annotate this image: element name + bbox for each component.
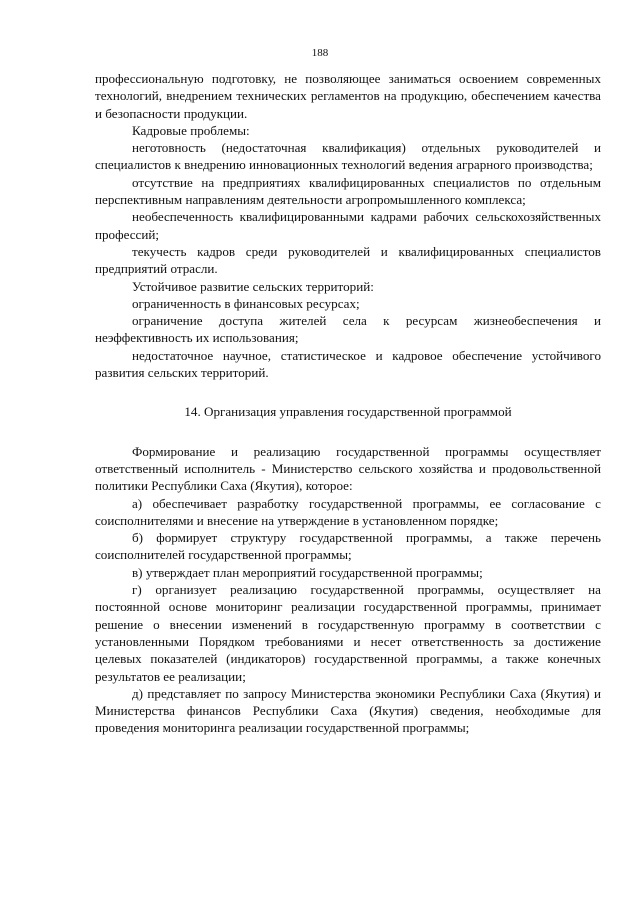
paragraph: Устойчивое развитие сельских территорий: — [132, 278, 374, 294]
paragraph: профессиональную подготовку, не позволяющее заниматься освоением современных технологий, внедрением технических регламентов на продукцию, обеспечением качества и безопасности продукции. — [95, 71, 601, 121]
section-heading: 14. Организация управления государственной программой — [184, 404, 512, 420]
paragraph: недостаточное научное, статистическое и кадровое обеспечение устойчивого развития сельских территорий. — [95, 347, 601, 381]
list-item: г) организует реализацию государственной программы, осуществляет на постоянной основе мониторинг реализации государственной программы, принимает решение о внесении изменений в государственную программу в соответствии с установленными Порядком требованиями и несет ответственность за достижение целевых показателей (индикаторов) государственной программы, а также конечных результатов ее реализации; — [95, 582, 601, 684]
paragraph: Формирование и реализацию государственной программы осуществляет ответственный исполнитель - Министерство сельского хозяйства и продовольственной политики Республики Саха (Якутия), которое: — [95, 443, 601, 494]
paragraph: ограниченность в финансовых ресурсах; — [132, 295, 360, 311]
paragraph: текучесть кадров среди руководителей и квалифицированных специалистов предприятий отрасли. — [95, 243, 601, 277]
list-item: б) формирует структуру государственной программы, а также перечень соисполнителей государственной программы; — [95, 530, 601, 563]
list-item: в) утверждает план мероприятий государственной программы; — [132, 564, 483, 580]
paragraph: Кадровые проблемы: — [132, 122, 250, 138]
paragraph: ограничение доступа жителей села к ресурсам жизнеобеспечения и неэффективность их использования; — [95, 313, 601, 346]
paragraph: неготовность (недостаточная квалификация) отдельных руководителей и специалистов к внедрению инновационных технологий ведения аграрного производства; — [95, 140, 601, 173]
list-item: а) обеспечивает разработку государственной программы, ее согласование с соисполнителями и внесение на утверждение в установленном порядке; — [95, 495, 601, 528]
paragraph: необеспеченность квалифицированными кадрами рабочих сельскохозяйственных профессий; — [95, 209, 601, 242]
paragraph: отсутствие на предприятиях квалифицированных специалистов по отдельным перспективным направлениям деятельности агропромышленного комплекса; — [95, 174, 601, 208]
list-item: д) представляет по запросу Министерства экономики Республики Саха (Якутия) и Министерства финансов Республики Саха (Якутия) сведения, необходимые для проведения мониторинга реализации государственной программы; — [95, 685, 601, 736]
document-body — [95, 70, 601, 737]
page-number: 188 — [311, 47, 329, 59]
